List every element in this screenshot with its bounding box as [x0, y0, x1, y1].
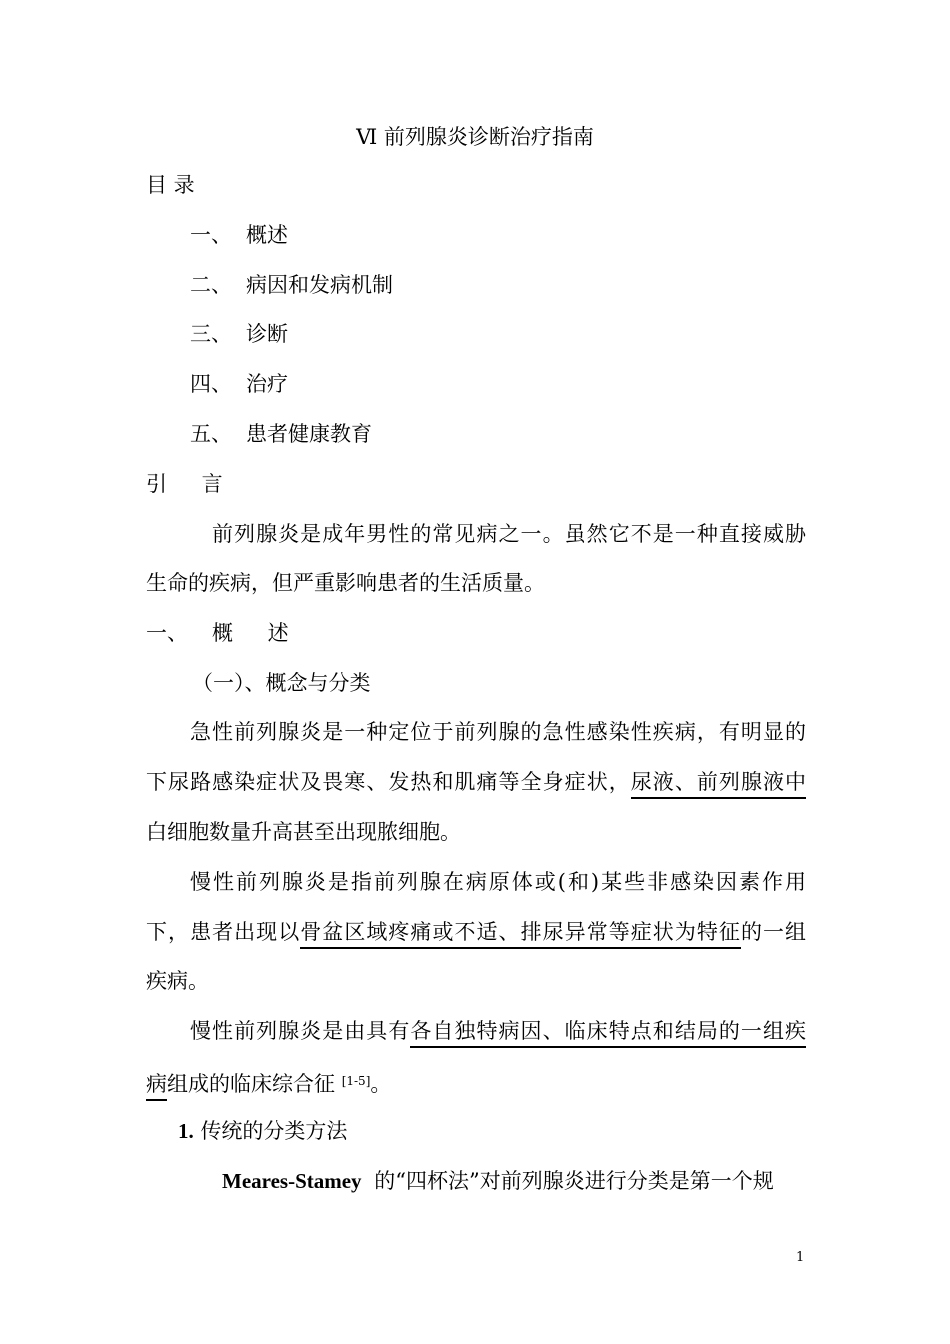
- paragraph-line: [146, 1066, 391, 1099]
- paragraph-line: [146, 917, 806, 947]
- toc-item-number: 三、: [190, 322, 232, 346]
- intro-line-2: 生命的疾病，但严重影响患者的生活质量。: [146, 571, 545, 595]
- list-item-text: 传统的分类方法: [200, 1119, 348, 1143]
- section-heading-text: 概 述: [212, 621, 303, 645]
- underlined-text: 病: [146, 1072, 167, 1101]
- toc-item-text: 概述: [246, 223, 288, 247]
- toc-item-number: 四、: [190, 372, 232, 396]
- toc-heading: 目 录: [146, 173, 195, 197]
- intro-heading: 引 言: [146, 472, 237, 496]
- toc-item-number: 一、: [190, 223, 232, 247]
- paragraph-line: [190, 1016, 806, 1046]
- list-item-heading: [178, 1116, 347, 1146]
- citation-reference: [1-5]: [341, 1074, 371, 1088]
- intro-line-1: 前列腺炎是成年男性的常见病之一。虽然它不是一种直接威胁: [212, 522, 806, 546]
- text-segment: 下，患者出现以: [146, 920, 301, 944]
- text-segment: 慢性前列腺炎是由具有: [190, 1019, 411, 1043]
- underlined-text: 骨盆区域疼痛或不适、排尿异常等症状为特征: [300, 920, 741, 949]
- paragraph-line: 疾病。: [146, 969, 209, 993]
- underlined-text: 各自独特病因、临床特点和结局的一组疾: [410, 1019, 806, 1048]
- text-segment: 组成的临床综合征: [167, 1072, 335, 1096]
- paragraph-line: [222, 1166, 774, 1196]
- text-segment: 下尿路感染症状及畏寒、发热和肌痛等全身症状，: [146, 770, 631, 794]
- toc-item-text: 病因和发病机制: [246, 273, 393, 297]
- toc-item-text: 治疗: [246, 372, 288, 396]
- paragraph-line: 白细胞数量升高甚至出现脓细胞。: [146, 820, 461, 844]
- underlined-text: 尿液、前列腺液中: [631, 770, 806, 799]
- document-title: Ⅵ 前列腺炎诊断治疗指南: [356, 125, 594, 149]
- text-segment: 的一组: [740, 920, 807, 944]
- text-segment: 的“四杯法”对前列腺炎进行分类是第一个规: [374, 1169, 774, 1193]
- toc-item-number: 二、: [190, 273, 232, 297]
- toc-item-text: 诊断: [246, 322, 288, 346]
- list-item-number: 1.: [178, 1119, 194, 1143]
- paragraph-line: 急性前列腺炎是一种定位于前列腺的急性感染性疾病，有明显的: [190, 720, 806, 744]
- paragraph-line: 慢性前列腺炎是指前列腺在病原体或(和)某些非感染因素作用: [190, 870, 806, 894]
- toc-item-number: 五、: [190, 422, 232, 446]
- paragraph-line: [146, 767, 806, 797]
- author-names: Meares-Stamey: [222, 1169, 362, 1193]
- section-heading-number: 一、: [146, 621, 188, 645]
- page-number: 1: [796, 1250, 805, 1265]
- subsection-heading: （一）、概念与分类: [192, 671, 371, 695]
- toc-item-text: 患者健康教育: [246, 422, 372, 446]
- text-segment: 。: [370, 1072, 392, 1096]
